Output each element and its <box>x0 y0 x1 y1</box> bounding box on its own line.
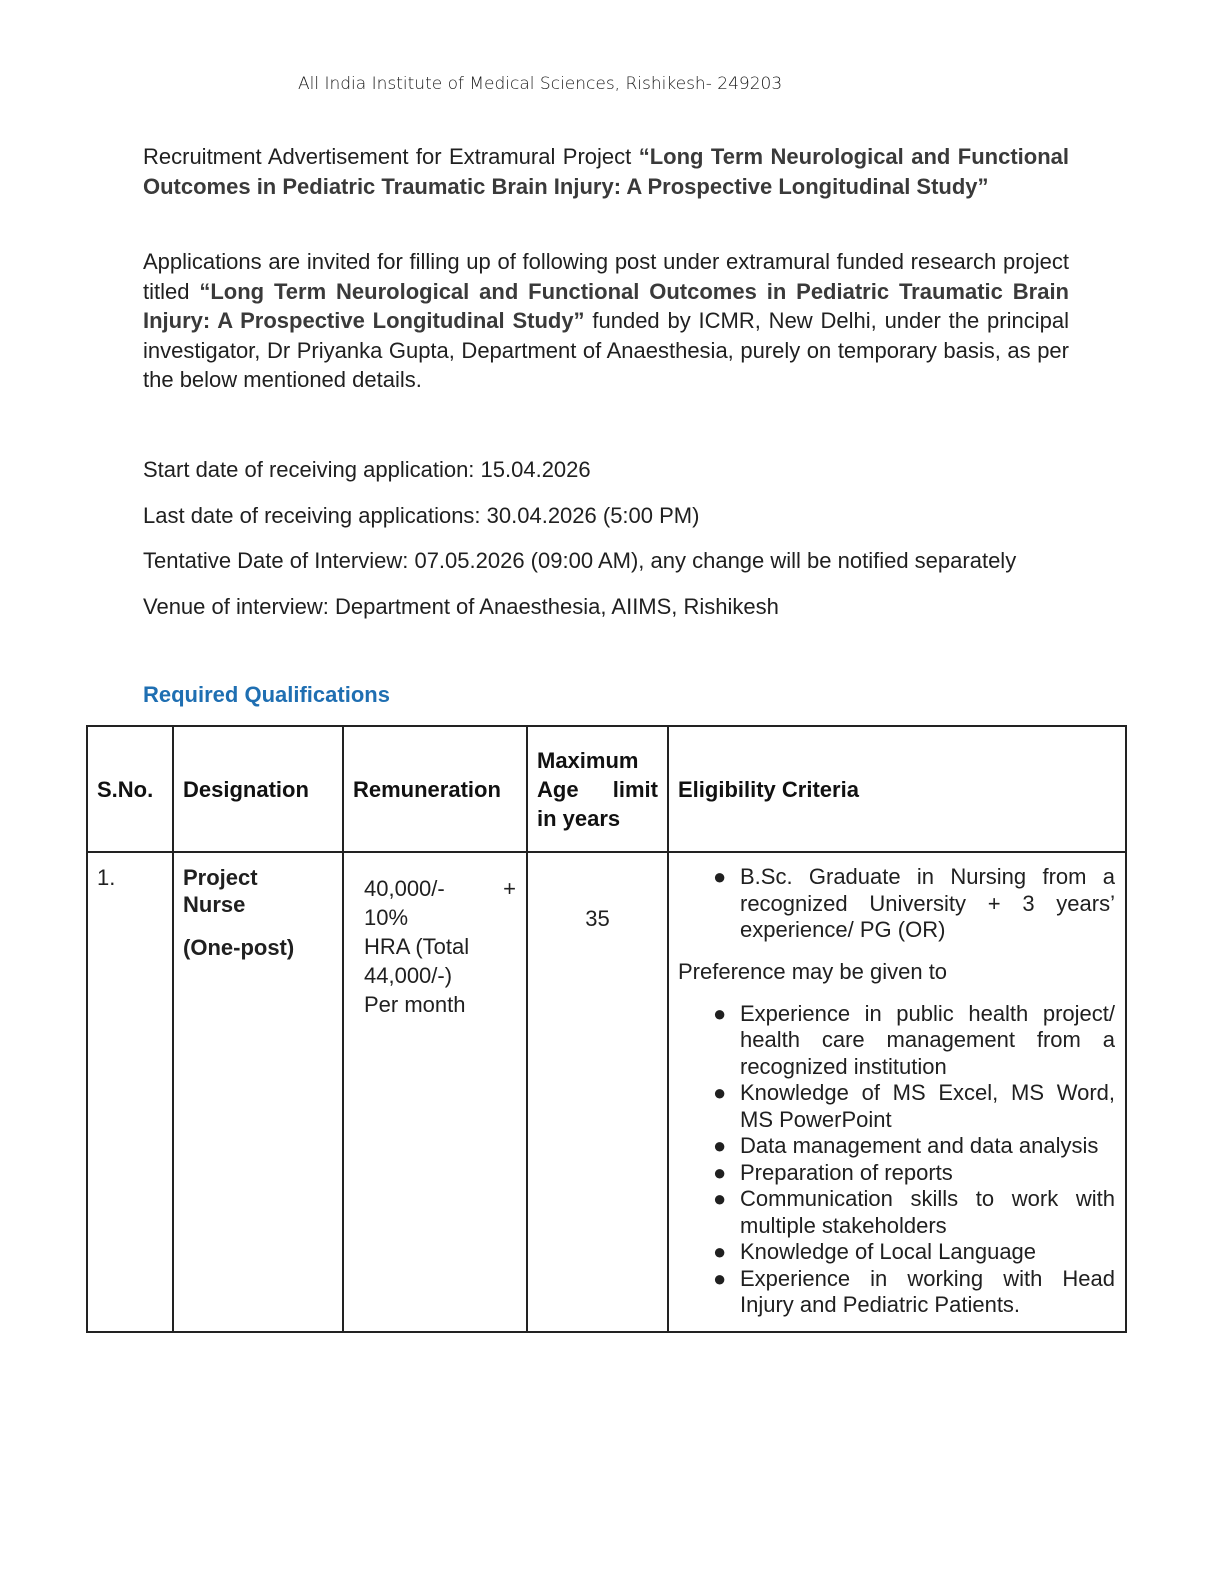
table-header-row <box>87 726 1126 852</box>
interview-venue: Venue of interview: Department of Anaesthesia, AIIMS, Rishikesh <box>143 594 779 619</box>
list-item: ● Communication skills to work with multiple stakeholders <box>713 1186 1115 1238</box>
header-sno: S.No. <box>87 726 173 852</box>
intro-paragraph <box>143 142 1069 201</box>
intro-prefix: Recruitment Advertisement for Extramural Project <box>143 144 639 169</box>
applications-text-1: Applications are invited for filling up of following post under extramural funded research project titled <box>143 249 1069 304</box>
intro-project-title: “Long Term Neurological and Functional Outcomes in Pediatric Traumatic Brain Injury: A Prospective Longitudinal Study” <box>143 144 1069 199</box>
cell-remuneration: 40,000/- + 10% HRA (Total 44,000/-) Per month <box>343 852 527 1332</box>
section-title: Required Qualifications <box>143 682 390 707</box>
last-date: Last date of receiving applications: 30.04.2026 (5:00 PM) <box>143 503 700 528</box>
cell-age: 35 <box>527 852 668 1332</box>
header-designation: Designation <box>173 726 343 852</box>
preference-list <box>669 1001 1125 1331</box>
header-remuneration: Remuneration <box>343 726 527 852</box>
eligibility-list <box>669 864 1125 944</box>
preference-label: Preference may be given to <box>678 958 948 984</box>
list-item: ● Knowledge of Local Language <box>713 1239 1037 1264</box>
list-item: ● Knowledge of MS Excel, MS Word, MS PowerPoint <box>713 1080 1115 1132</box>
list-item: ● Experience in working with Head Injury and Pediatric Patients. <box>713 1265 1115 1317</box>
interview-date: Tentative Date of Interview: 07.05.2026 (09:00 AM), any change will be notified separately <box>143 548 1017 573</box>
list-item: ● Preparation of reports <box>713 1159 953 1185</box>
header-max-age: Maximum Age limit in years <box>527 726 668 852</box>
list-item: ● Data management and data analysis <box>713 1133 1099 1158</box>
applications-text-2: funded by ICMR, New Delhi, under the principal investigator, Dr Priyanka Gupta, Department of Anaesthesia, purely on temporary basis, as per the below mentioned details. <box>143 308 1069 392</box>
applications-paragraph <box>143 247 1069 395</box>
institute-header: All India Institute of Medical Sciences, Rishikesh- 249203 <box>298 74 783 94</box>
list-item: ● Experience in public health project/ health care management from a recognized institution <box>713 1000 1115 1079</box>
post-count: (One-post) <box>183 935 295 960</box>
start-date: Start date of receiving application: 15.04.2026 <box>143 457 591 482</box>
header-eligibility: Eligibility Criteria <box>668 726 1126 852</box>
cell-sno: 1. <box>87 852 173 1332</box>
cell-designation: Project Nurse (One-post) <box>173 852 343 1332</box>
applications-project-title: “Long Term Neurological and Functional Outcomes in Pediatric Traumatic Brain Injury: A Prospective Longitudinal Study” <box>143 278 1069 333</box>
qualifications-table <box>86 725 1127 1333</box>
cell-eligibility <box>668 852 1126 1332</box>
list-item: ● B.Sc. Graduate in Nursing from a recognized University + 3 years’ experience/ PG (OR) <box>713 864 1115 942</box>
table-row <box>87 852 1126 1332</box>
